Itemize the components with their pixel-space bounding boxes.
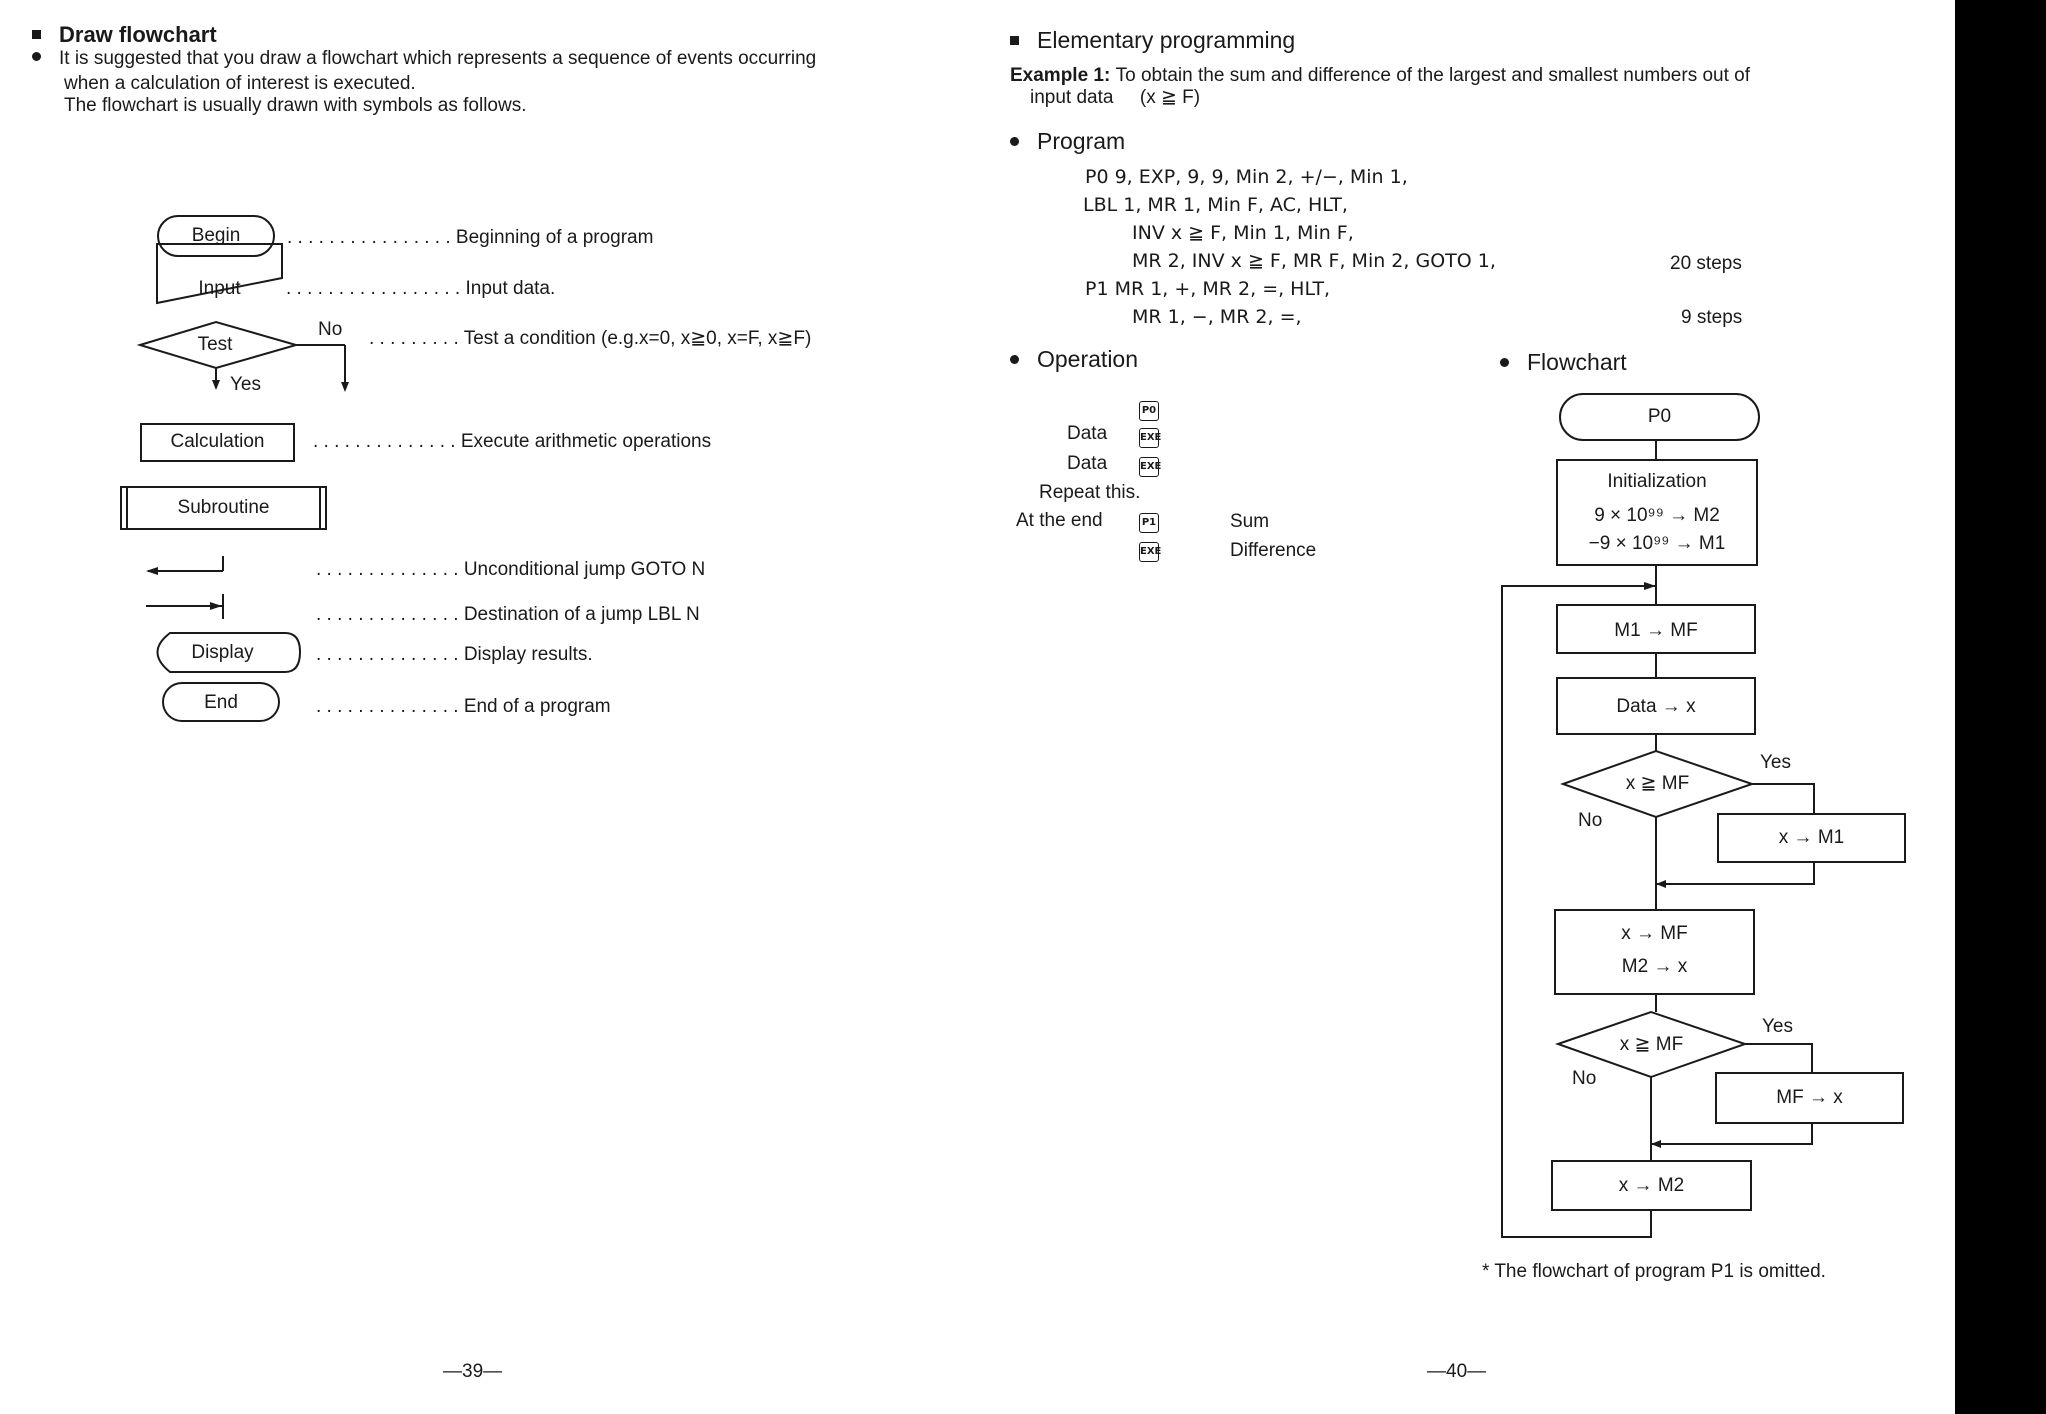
flow-test2-label: x ≧ MF: [1619, 1034, 1684, 1055]
program-line-4: MR 2, INV x ≧ F, MR F, Min 2, GOTO 1,: [1132, 250, 1496, 272]
test2-merge-line: [1651, 1123, 1812, 1144]
example-label: Example 1:: [1010, 65, 1111, 86]
test-yes-label: Yes: [230, 374, 261, 395]
page-number-40: —40—: [1427, 1361, 1487, 1382]
dot-leader: . . . . . . . . . . . . . .: [316, 559, 464, 580]
program-line-6: MR 1, −, MR 2, =,: [1132, 306, 1302, 328]
loop-arrow-icon: [1644, 582, 1656, 590]
intro-line-3: The flowchart is usually drawn with symbols as follows.: [64, 95, 527, 116]
goto-desc-text: Unconditional jump GOTO N: [463, 559, 706, 580]
calculation-label: Calculation: [170, 431, 265, 452]
end-desc-text: End of a program: [463, 696, 611, 717]
loop-back-line: [1502, 586, 1656, 1237]
flow-x-m2-label: x → M2: [1618, 1175, 1685, 1196]
flow-init-line2: −9 × 10⁹⁹ → M1: [1588, 533, 1726, 554]
page-number-39: —39—: [443, 1361, 503, 1382]
test-desc-text: Test a condition (e.g.x=0, x≧0, x=F, x≧F): [463, 328, 812, 349]
operation-repeat: Repeat this.: [1039, 482, 1141, 503]
operation-data-2: Data: [1067, 453, 1108, 474]
example-condition: (x ≧ F): [1139, 87, 1201, 108]
calculation-desc-text: Execute arithmetic operations: [460, 431, 712, 452]
dot-leader: . . . . . . . . . . . . . .: [313, 431, 461, 452]
subroutine-label: Subroutine: [177, 497, 270, 518]
heading-text: Elementary programming: [1037, 27, 1296, 53]
flow-x-m1-label: x → M1: [1778, 827, 1845, 848]
intro-line-2: when a calculation of interest is executed.: [64, 73, 416, 94]
program-heading-text: Program: [1037, 128, 1126, 154]
flow-mf-x-label: MF → x: [1776, 1087, 1843, 1108]
example-input-data: input data: [1030, 87, 1114, 108]
dot-leader: . . . . . . . . . . . . . . . . .: [286, 278, 466, 299]
test2-yes-line: [1745, 1044, 1812, 1073]
key-p1: P1: [1139, 513, 1159, 533]
program-line-3: INV x ≧ F, Min 1, Min F,: [1132, 222, 1354, 244]
test1-yes-line: [1752, 784, 1814, 814]
operation-data-1: Data: [1067, 423, 1108, 444]
flowchart-heading-text: Flowchart: [1527, 349, 1627, 375]
dot-leader: . . . . . . . . . . . . . .: [316, 604, 464, 625]
program-line-2: LBL 1, MR 1, Min F, AC, HLT,: [1083, 194, 1348, 216]
input-label: Input: [198, 278, 241, 299]
input-desc-text: Input data.: [465, 278, 556, 299]
key-exe-3: EXE: [1139, 542, 1159, 562]
flow-no1-label: No: [1578, 810, 1603, 831]
test1-merge-line: [1656, 862, 1814, 884]
begin-desc-text: Beginning of a program: [455, 227, 654, 248]
flow-test1-label: x ≧ MF: [1625, 773, 1690, 794]
flow-m1-mf-label: M1 → MF: [1614, 620, 1698, 641]
begin-label: Begin: [191, 225, 241, 246]
display-desc-text: Display results.: [463, 644, 593, 665]
flowchart-footnote: * The flowchart of program P1 is omitted.: [1482, 1261, 1826, 1282]
flow-yes1-label: Yes: [1760, 752, 1791, 773]
dot-leader: . . . . . . . . .: [369, 328, 464, 349]
end-label: End: [204, 692, 238, 713]
operation-sum: Sum: [1230, 511, 1270, 532]
flow-m2-x-label: M2 → x: [1621, 956, 1688, 977]
flow-data-x-label: Data → x: [1616, 696, 1696, 717]
flow-x-mf-label: x → MF: [1621, 923, 1688, 944]
steps-p1: 9 steps: [1681, 307, 1743, 328]
operation-difference: Difference: [1230, 540, 1317, 561]
dot-leader: . . . . . . . . . . . . . .: [316, 696, 464, 717]
test-label: Test: [197, 334, 233, 355]
example-text: To obtain the sum and difference of the largest and smallest numbers out of: [1115, 65, 1751, 86]
heading-text: Draw flowchart: [59, 22, 217, 47]
flow-init-title: Initialization: [1607, 471, 1707, 492]
intro-line-1: It is suggested that you draw a flowchart which represents a sequence of events occurring: [59, 48, 817, 69]
merge1-arrow-icon: [1656, 880, 1666, 888]
program-line-1: P0 9, EXP, 9, 9, Min 2, +/−, Min 1,: [1085, 166, 1408, 188]
test-no-label: No: [318, 319, 343, 340]
display-label: Display: [191, 642, 254, 663]
scan-binding-edge: [1955, 0, 2046, 1414]
key-p0: P0: [1139, 401, 1159, 421]
flow-init-line1: 9 × 10⁹⁹ → M2: [1594, 505, 1720, 526]
program-line-5: P1 MR 1, +, MR 2, =, HLT,: [1085, 278, 1331, 300]
operation-heading-text: Operation: [1037, 346, 1139, 372]
flow-yes2-label: Yes: [1762, 1016, 1793, 1037]
operation-at-end: At the end: [1016, 510, 1103, 531]
steps-p0: 20 steps: [1670, 253, 1742, 274]
key-exe-2: EXE: [1139, 457, 1159, 477]
flow-no2-label: No: [1572, 1068, 1597, 1089]
flow-p0-label: P0: [1647, 406, 1672, 427]
dot-leader: . . . . . . . . . . . . . .: [316, 644, 464, 665]
lbl-desc-text: Destination of a jump LBL N: [463, 604, 700, 625]
merge2-arrow-icon: [1651, 1140, 1661, 1148]
dot-leader: . . . . . . . . . . . . . . . .: [287, 227, 456, 248]
key-exe-1: EXE: [1139, 428, 1159, 448]
